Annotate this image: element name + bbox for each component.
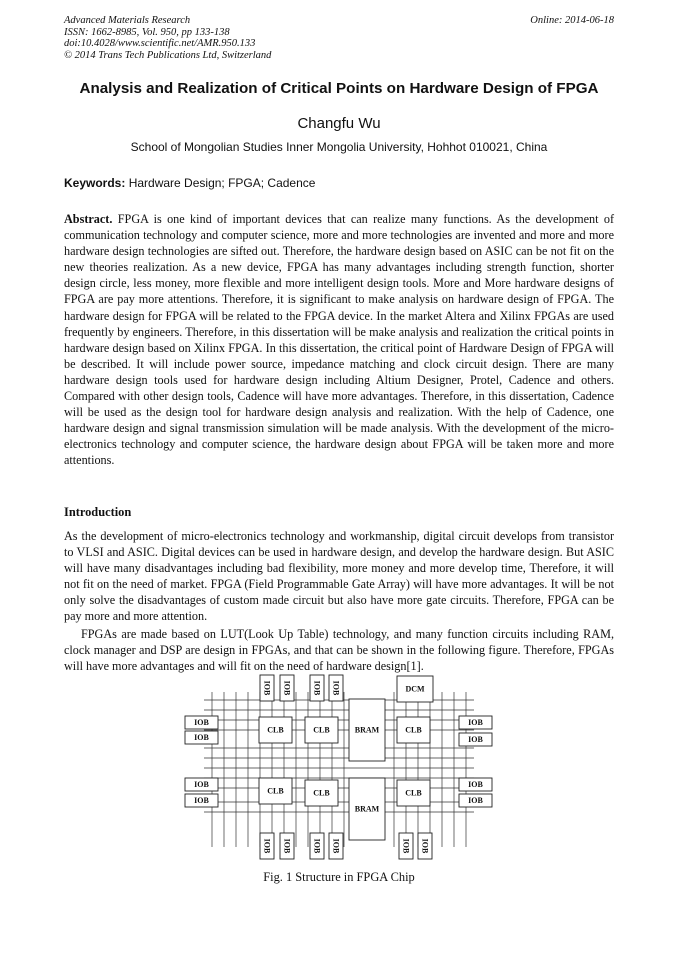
iob-bottom-3 bbox=[310, 833, 324, 859]
clb-4 bbox=[259, 778, 292, 804]
clb-1-label: CLB bbox=[267, 725, 284, 735]
figure-caption: Fig. 1 Structure in FPGA Chip bbox=[263, 870, 415, 884]
iob-left-1 bbox=[185, 716, 218, 729]
paper-title: Analysis and Realization of Critical Points on Hardware Design of FPGA bbox=[79, 80, 599, 97]
iob-right-4 bbox=[459, 794, 492, 807]
dcm bbox=[397, 676, 433, 702]
clb-3-label: CLB bbox=[405, 725, 422, 735]
iob-left-2-label: IOB bbox=[194, 733, 209, 742]
iob-bottom-1-label: IOB bbox=[262, 838, 272, 854]
iob-bottom-4-label: IOB bbox=[331, 838, 341, 854]
iob-right-3-label: IOB bbox=[468, 780, 483, 789]
abstract-label: Abstract. bbox=[64, 212, 113, 226]
bram-2 bbox=[349, 778, 385, 840]
iob-top-2 bbox=[280, 675, 294, 701]
affiliation: School of Mongolian Studies Inner Mongolia University, Hohhot 010021, China bbox=[130, 140, 548, 154]
clb-2-label: CLB bbox=[313, 725, 330, 735]
iob-top-3 bbox=[310, 675, 324, 701]
iob-right-2-label: IOB bbox=[468, 735, 483, 744]
iob-bottom-1 bbox=[260, 833, 274, 859]
journal-name: Advanced Materials Research bbox=[64, 15, 191, 26]
issn-line: ISSN: 1662-8985, Vol. 950, pp 133-138 bbox=[64, 26, 230, 38]
clb-3 bbox=[397, 717, 430, 743]
iob-left-1-label: IOB bbox=[194, 718, 209, 727]
iob-bottom-4 bbox=[329, 833, 343, 859]
iob-top-4-label: IOB bbox=[331, 680, 341, 696]
iob-bottom-3-label: IOB bbox=[312, 838, 322, 854]
copyright-line: © 2014 Trans Tech Publications Ltd, Switzerland bbox=[64, 49, 272, 61]
iob-bottom-2-label: IOB bbox=[282, 838, 292, 854]
abstract bbox=[64, 211, 614, 469]
journal-header bbox=[64, 15, 271, 61]
routing-grid bbox=[204, 692, 474, 847]
iob-right-1 bbox=[459, 716, 492, 729]
iob-top-2-label: IOB bbox=[282, 680, 292, 696]
keywords-label: Keywords: bbox=[64, 176, 126, 190]
iob-left-4-label: IOB bbox=[194, 796, 209, 805]
fpga-structure-figure bbox=[184, 672, 494, 864]
iob-right-3 bbox=[459, 778, 492, 791]
iob-top-3-label: IOB bbox=[312, 680, 322, 696]
abstract-text: FPGA is one kind of important devices that can realize many functions. As the development of communication technology and computer science, more and more technologies are invented and more and more hardware design technologies are sifted out. Therefore, the hardware design based on ASIC can be not fit on the new theories realization. As a new device, FPGA has many advantages including strength function, shorter design circle, less money, more flexible and more intelligent design tools. More and More hardware designs of FPGA are pay more attentions. Therefore, it is significant to make analysis on hardware design of FPGA. The hardware design for FPGA will be related to the FPGA device. In the market Altera and Xilinx FPGAs are used frequently by engineers. Therefore, in this dissertation will be make analysis and realization the critical points in hardware design based on Xilinx FPGA. In this dissertation, the critical point of Hardware Design of FPGA will be described. It will include power source, impedance matching and clock circuit design. There are many hardware design tools used for hardware design including Altium Designer, Protel, Cadence and others. Compared with other design tools, Cadence will have more advantages. Therefore, in this dissertation, Cadence will be used as the design tool for hardware design analysis and realization. With the help of Cadence, one hardware design and signal transmission simulation will be made analysis. With the development of the micro-electronics technology and computer science, the hardware design about FPGA will be taken more and more attentions. bbox=[64, 212, 615, 468]
bram-2-label: BRAM bbox=[354, 804, 380, 814]
iob-left-3 bbox=[185, 778, 218, 791]
fpga-blocks bbox=[185, 675, 492, 859]
iob-left-4 bbox=[185, 794, 218, 807]
clb-5 bbox=[305, 780, 338, 806]
iob-top-4 bbox=[329, 675, 343, 701]
clb-5-label: CLB bbox=[313, 788, 330, 798]
dcm-label: DCM bbox=[405, 684, 425, 694]
iob-bottom-6 bbox=[418, 833, 432, 859]
iob-left-2 bbox=[185, 731, 218, 744]
iob-bottom-5 bbox=[399, 833, 413, 859]
iob-right-2 bbox=[459, 733, 492, 746]
online-date: Online: 2014-06-18 bbox=[530, 15, 614, 26]
bram-1 bbox=[349, 699, 385, 761]
clb-4-label: CLB bbox=[267, 786, 284, 796]
doi-line: doi:10.4028/www.scientific.net/AMR.950.133 bbox=[64, 38, 256, 50]
clb-1 bbox=[259, 717, 292, 743]
iob-bottom-6-label: IOB bbox=[420, 838, 430, 854]
section-heading-introduction: Introduction bbox=[64, 505, 132, 519]
iob-left-3-label: IOB bbox=[194, 780, 209, 789]
keywords bbox=[64, 176, 315, 190]
intro-paragraph-2: FPGAs are made based on LUT(Look Up Table) technology, and many function circuits including RAM, clock manager and DSP are design in FPGAs, and that can be shown in the following figure. Therefore, FPGAs will have more advantages and will fit on the need of hardware design[1]. bbox=[64, 627, 614, 674]
author-name: Changfu Wu bbox=[297, 115, 381, 132]
iob-right-4-label: IOB bbox=[468, 796, 483, 805]
clb-2 bbox=[305, 717, 338, 743]
iob-bottom-5-label: IOB bbox=[401, 838, 411, 854]
iob-bottom-2 bbox=[280, 833, 294, 859]
keywords-text: Hardware Design; FPGA; Cadence bbox=[128, 176, 316, 190]
iob-top-1-label: IOB bbox=[262, 680, 272, 696]
bram-1-label: BRAM bbox=[354, 725, 380, 735]
clb-6-label: CLB bbox=[405, 788, 422, 798]
iob-top-1 bbox=[260, 675, 274, 701]
clb-6 bbox=[397, 780, 430, 806]
intro-paragraph-1: As the development of micro-electronics technology and workmanship, digital circuit develops from transistor to VLSI and ASIC. Digital devices can be used in hardware design, and develop the hardware design. But ASIC will have many disadvantages including bad flexibility, more money and more develop time, Therefore, it will not fit on the need of market. FPGA (Field Programmable Gate Array) will have more advantages. It will be not only solve the disadvantages of custom made circuit but also have more gate circuits. Therefore, FPGA can be pay more and more attention. bbox=[64, 529, 614, 624]
iob-right-1-label: IOB bbox=[468, 718, 483, 727]
